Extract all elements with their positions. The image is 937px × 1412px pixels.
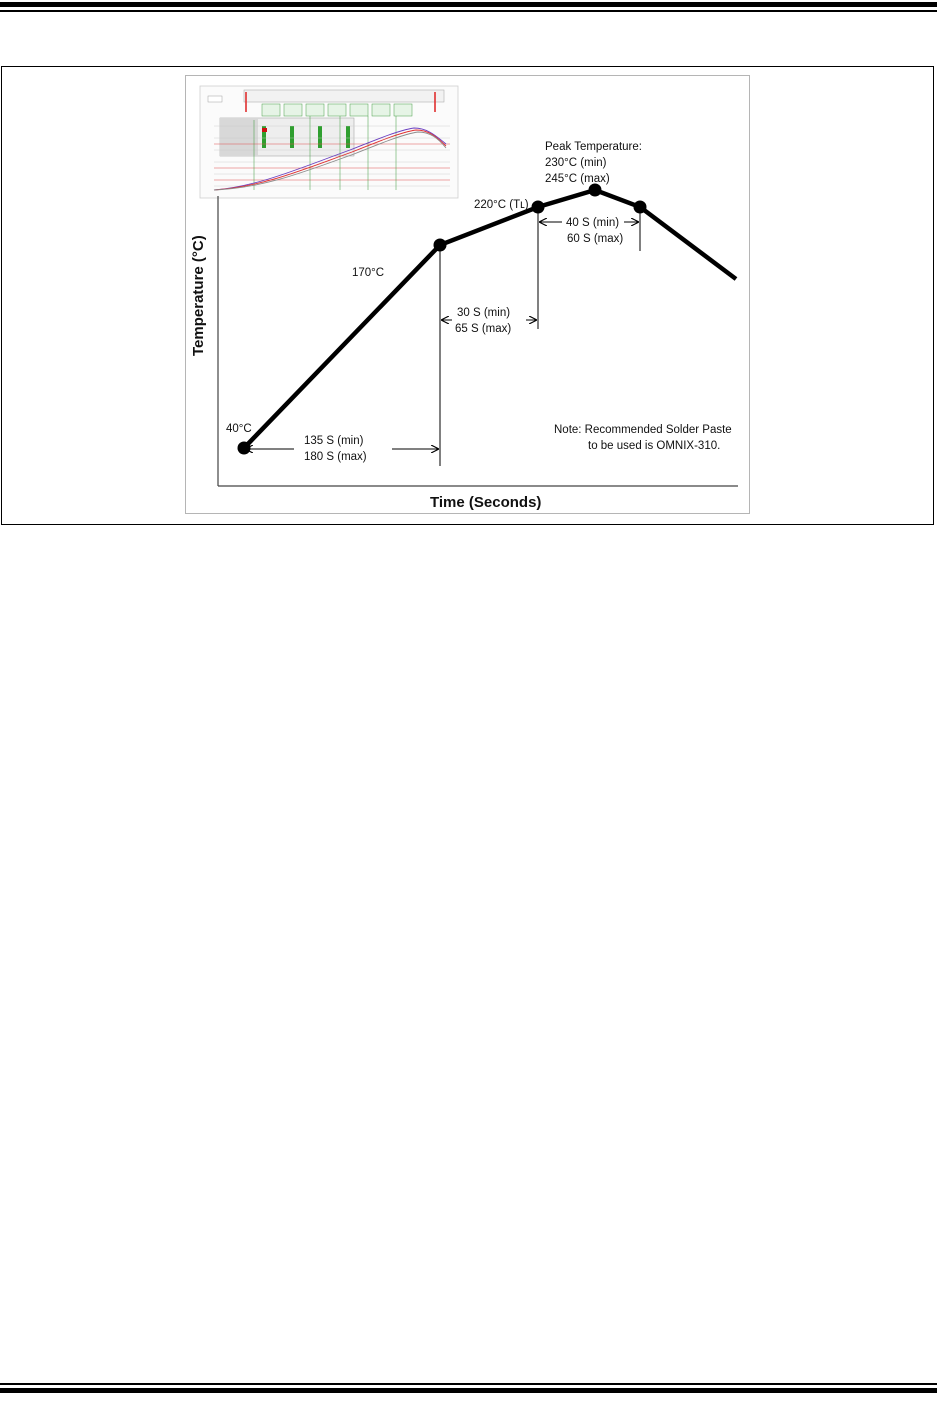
interval-peak-min: 40 S (min) — [566, 217, 620, 229]
chart-svg — [186, 76, 749, 513]
label-170c: 170°C — [352, 267, 385, 279]
interval-soak-max: 65 S (max) — [455, 323, 512, 335]
inset-profile-thumbnail — [200, 86, 458, 198]
interval-preheat-max: 180 S (max) — [304, 451, 367, 463]
x-axis-title: Time (Seconds) — [430, 494, 542, 511]
point-40c — [238, 442, 251, 455]
label-40c: 40°C — [226, 423, 252, 435]
label-220c: 220°C (Tʟ) — [474, 199, 529, 211]
label-peak-title: Peak Temperature: — [545, 141, 642, 153]
interval-arrows — [246, 222, 638, 449]
interval-peak-max: 60 S (max) — [567, 233, 624, 245]
point-170c — [434, 239, 447, 252]
interval-soak-min: 30 S (min) — [457, 307, 511, 319]
footer-rule-thin — [0, 1383, 937, 1385]
profile-line — [244, 190, 736, 448]
note-line-2: to be used is OMNIX-310. — [588, 440, 721, 452]
label-peak-min: 230°C (min) — [545, 157, 607, 169]
interval-preheat-min: 135 S (min) — [304, 435, 364, 447]
label-peak-max: 245°C (max) — [545, 173, 610, 185]
point-peak — [589, 184, 602, 197]
footer-rule-thick — [0, 1388, 937, 1393]
note-line-1: Note: Recommended Solder Paste — [554, 424, 732, 436]
point-220c — [532, 201, 545, 214]
reflow-profile-chart — [185, 75, 750, 514]
point-after-peak — [634, 201, 647, 214]
header-rule-thick — [0, 2, 937, 7]
y-axis-title: Temperature (°C) — [190, 235, 207, 356]
header-rule-thin — [0, 10, 937, 12]
